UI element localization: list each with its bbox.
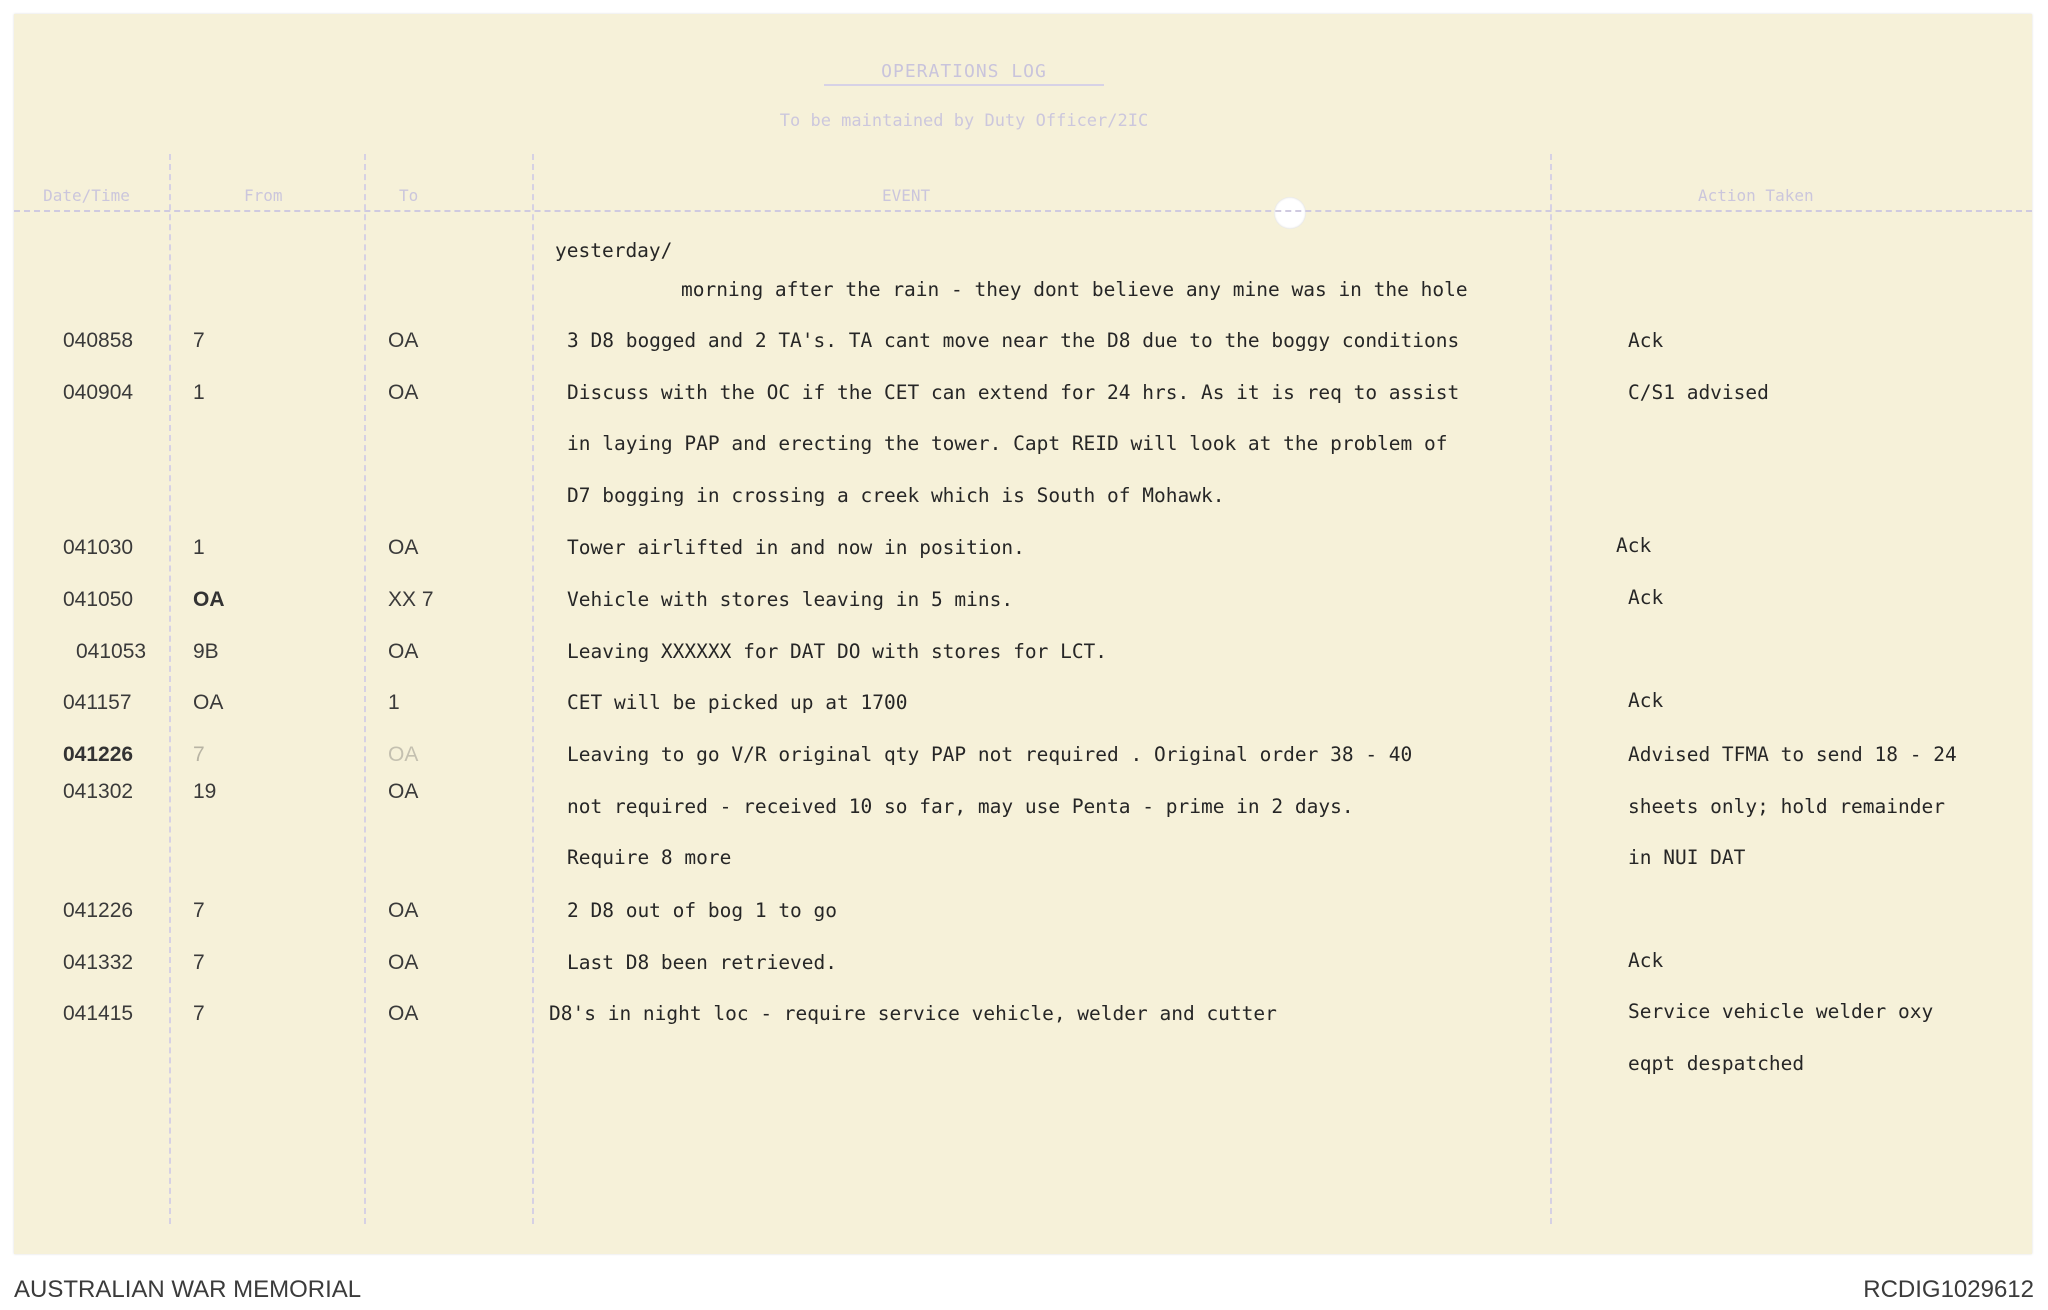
column-rule (532, 154, 534, 1224)
entry-event: 3 D8 bogged and 2 TA's. TA cant move near the D8 due to the boggy conditions (567, 329, 1460, 352)
entry-time: 040904 (63, 381, 134, 404)
entry-time: 041415 (63, 1002, 134, 1025)
document-sheet (14, 14, 2032, 1254)
punch-hole (1274, 197, 1306, 229)
column-header-action: Action Taken (1698, 186, 1814, 205)
entry-event: Discuss with the OC if the CET can extend for 24 hrs. As it is req to assist (567, 381, 1460, 404)
entry-time: 041226 (63, 899, 134, 922)
column-rule (169, 154, 171, 1224)
column-rule (1550, 154, 1552, 1224)
entry-action: Ack (1628, 586, 1664, 609)
entry-event: D7 bogging in crossing a creek which is South of Mohawk. (567, 484, 1225, 507)
entry-time: 041053 (76, 640, 147, 663)
entry-from: 7 (193, 951, 205, 974)
entry-to: OA (388, 899, 419, 922)
column-header-from: From (244, 186, 283, 205)
entry-event: Leaving to go V/R original qty PAP not required . Original order 38 - 40 (567, 743, 1413, 766)
entry-action: Service vehicle welder oxy (1628, 1000, 1934, 1023)
entry-to: OA (388, 780, 419, 803)
form-subtitle: To be maintained by Duty Officer/2IC (779, 111, 1149, 131)
entry-time: 041030 (63, 536, 134, 559)
entry-event: Vehicle with stores leaving in 5 mins. (567, 588, 1014, 611)
entry-from-faded: 7 (193, 743, 205, 766)
entry-event: Tower airlifted in and now in position. (567, 536, 1025, 559)
header-rule (14, 210, 2032, 212)
entry-from: OA (193, 588, 225, 611)
entry-from: 19 (193, 780, 217, 803)
entry-from: 1 (193, 536, 205, 559)
entry-from: OA (193, 691, 224, 714)
entry-to: OA (388, 381, 419, 404)
entry-event: not required - received 10 so far, may use Penta - prime in 2 days. (567, 795, 1354, 818)
entry-from: 7 (193, 329, 205, 352)
entry-time: 041332 (63, 951, 134, 974)
entry-event: Last D8 been retrieved. (567, 951, 838, 974)
entry-time: 041157 (63, 691, 132, 714)
column-header-datetime: Date/Time (43, 186, 130, 205)
entry-event: Leaving XXXXXX for DAT DO with stores for LCT. (567, 640, 1108, 663)
entry-action: Ack (1628, 329, 1664, 352)
entry-event: Require 8 more (567, 846, 732, 869)
form-title: OPERATIONS LOG (824, 61, 1104, 86)
entry-from: 1 (193, 381, 205, 404)
footer-document-id: RCDIG1029612 (1863, 1276, 2034, 1303)
entry-from: 7 (193, 1002, 205, 1025)
entry-to: OA (388, 329, 419, 352)
entry-action: eqpt despatched (1628, 1052, 1805, 1075)
continuation-line: yesterday/ (555, 239, 673, 262)
entry-time-struck: 041226 (63, 743, 134, 766)
entry-action: Ack (1628, 689, 1664, 712)
column-rule (364, 154, 366, 1224)
entry-to: OA (388, 536, 419, 559)
entry-time: 041050 (63, 588, 134, 611)
entry-event: D8's in night loc - require service vehicle, welder and cutter (549, 1002, 1277, 1025)
entry-action: in NUI DAT (1628, 846, 1746, 869)
entry-action: Ack (1616, 534, 1652, 557)
entry-time: 040858 (63, 329, 134, 352)
entry-to: OA (388, 640, 419, 663)
entry-to: OA (388, 951, 419, 974)
entry-event: CET will be picked up at 1700 (567, 691, 908, 714)
entry-from: 7 (193, 899, 205, 922)
entry-action: C/S1 advised (1628, 381, 1769, 404)
entry-event: in laying PAP and erecting the tower. Capt REID will look at the problem of (567, 432, 1448, 455)
footer-archive-name: AUSTRALIAN WAR MEMORIAL (14, 1276, 362, 1303)
entry-to: OA (388, 1002, 419, 1025)
column-header-to: To (399, 186, 419, 205)
entry-from: 9B (193, 640, 219, 663)
entry-action: sheets only; hold remainder (1628, 795, 1945, 818)
entry-time: 041302 (63, 780, 134, 803)
entry-to-faded: OA (388, 743, 419, 766)
entry-action: Advised TFMA to send 18 - 24 (1628, 743, 1957, 766)
entry-event: 2 D8 out of bog 1 to go (567, 899, 838, 922)
entry-to: XX 7 (388, 588, 434, 611)
entry-action: Ack (1628, 949, 1664, 972)
column-header-event: EVENT (882, 186, 931, 205)
entry-to: 1 (388, 691, 400, 714)
continuation-line: morning after the rain - they dont believe any mine was in the hole (681, 278, 1468, 301)
